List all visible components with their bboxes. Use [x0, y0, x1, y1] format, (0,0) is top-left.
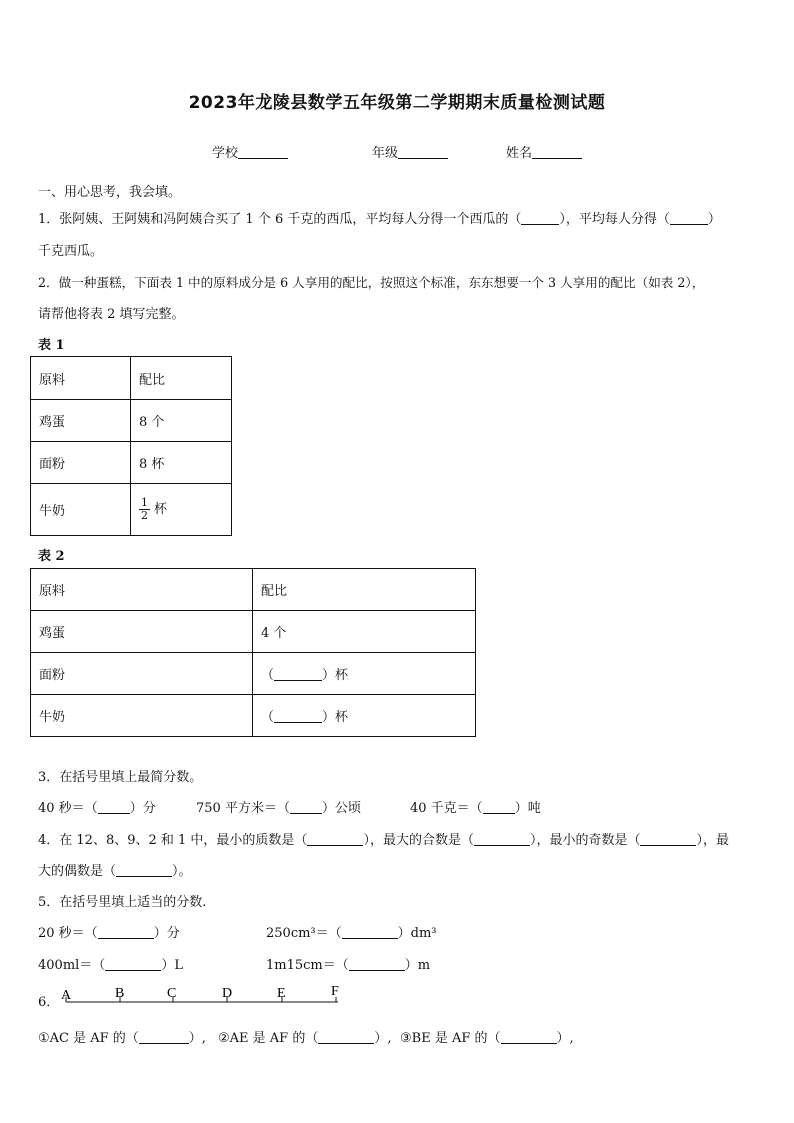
table-cell: 鸡蛋	[31, 611, 253, 653]
answer-blank[interactable]	[274, 668, 322, 681]
answer-blank[interactable]	[640, 833, 696, 846]
answer-blank[interactable]	[290, 801, 322, 814]
table-1-caption: 表 1	[38, 338, 65, 353]
answer-blank[interactable]	[342, 926, 398, 939]
question-6-label: 6．	[38, 995, 60, 1010]
answer-blank[interactable]	[474, 833, 530, 846]
answer-blank[interactable]	[116, 864, 172, 877]
q6-sub-text: AC 是 AF 的（	[49, 1031, 139, 1046]
question-3-prompt: 3．在括号里填上最简分数。	[38, 770, 203, 785]
circled-number-2: ②	[218, 1031, 230, 1046]
point-label-f: F	[331, 984, 339, 999]
q3-item-left: 40 千克＝（	[410, 801, 483, 816]
table-cell	[131, 484, 232, 536]
name-field[interactable]	[506, 142, 582, 161]
fraction-denominator: 2	[141, 509, 148, 522]
q6-sub-text: BE 是 AF 的（	[411, 1031, 501, 1046]
school-blank[interactable]	[238, 145, 288, 159]
paren-close-unit: ）杯	[322, 668, 349, 683]
answer-blank[interactable]	[105, 958, 161, 971]
table-1	[30, 356, 232, 536]
point-label-b: B	[115, 986, 125, 1001]
grade-field[interactable]	[372, 142, 448, 161]
table-row	[31, 611, 476, 653]
table-header-cell: 原料	[31, 357, 131, 400]
q5-item-2	[266, 922, 437, 941]
q5-item-3	[38, 954, 183, 973]
table-row	[31, 357, 232, 400]
q3-item-2	[196, 797, 361, 816]
table-row	[31, 695, 476, 737]
point-label-e: E	[277, 986, 286, 1001]
answer-blank[interactable]	[501, 1031, 557, 1044]
answer-blank[interactable]	[307, 833, 363, 846]
q6-sub-end: ）,	[188, 1031, 206, 1046]
q1-blank-2[interactable]	[670, 212, 708, 225]
table-cell: 牛奶	[31, 695, 253, 737]
answer-blank[interactable]	[139, 1031, 189, 1044]
question-1-line-1	[38, 208, 758, 227]
question-5-prompt: 5．在括号里填上适当的分数.	[38, 895, 207, 910]
circled-number-1: ①	[38, 1031, 50, 1046]
q3-item-left: 40 秒＝（	[38, 801, 98, 816]
answer-blank[interactable]	[483, 801, 515, 814]
q3-item-3	[410, 797, 541, 816]
q6-sub-3	[400, 1027, 574, 1046]
table-cell: 4 个	[253, 611, 476, 653]
q5-item-right: ）dm³	[397, 926, 437, 941]
fraction-numerator: 1	[141, 496, 148, 509]
table-cell: 8 个	[131, 400, 232, 442]
paren-close-unit: ）杯	[322, 710, 349, 725]
q4-text-f: ）。	[172, 864, 192, 879]
table-row	[31, 653, 476, 695]
table-cell: 鸡蛋	[31, 400, 131, 442]
table-header-cell: 配比	[131, 357, 232, 400]
table-cell: 面粉	[31, 653, 253, 695]
q5-item-right: ）L	[161, 958, 183, 973]
q6-sub-end: ）,	[556, 1031, 574, 1046]
point-label-a: A	[61, 988, 72, 1003]
answer-blank[interactable]	[274, 710, 322, 723]
section-heading: 一、用心思考，我会填。	[38, 185, 182, 200]
q6-sub-2	[218, 1027, 391, 1046]
q5-item-left: 1m15cm＝（	[266, 958, 349, 973]
q3-item-left: 750 平方米＝（	[196, 801, 290, 816]
table-row	[31, 569, 476, 611]
answer-blank[interactable]	[98, 801, 130, 814]
q5-item-4	[266, 954, 430, 973]
grade-label: 年级	[372, 146, 399, 161]
point-label-d: D	[222, 986, 233, 1001]
page-title: 2023年龙陵县数学五年级第二学期期末质量检测试题	[188, 93, 606, 113]
fraction	[139, 497, 150, 522]
name-blank[interactable]	[532, 145, 582, 159]
table-row	[31, 484, 232, 536]
school-field[interactable]	[212, 142, 288, 161]
q5-item-right: ）分	[153, 926, 180, 941]
q1-blank-1[interactable]	[521, 212, 559, 225]
q1-text-c: ）	[707, 212, 721, 227]
table-2	[30, 568, 476, 737]
q5-item-left: 20 秒＝（	[38, 926, 98, 941]
question-2-line-2: 请帮他将表 2 填写完整。	[38, 307, 185, 322]
point-label-c: C	[167, 986, 177, 1001]
q4-text-e: 大的偶数是（	[38, 864, 117, 879]
q3-item-1	[38, 797, 156, 816]
table-cell: 牛奶	[31, 484, 131, 536]
q6-sub-1	[38, 1027, 206, 1046]
q4-text-b: ），最大的合数是（	[363, 833, 474, 848]
fraction-unit: 杯	[154, 502, 168, 517]
table-cell: 8 杯	[131, 442, 232, 484]
question-4-line-1	[38, 829, 758, 848]
table-cell: 面粉	[31, 442, 131, 484]
paren-open: （	[261, 710, 275, 725]
table-header-cell: 配比	[253, 569, 476, 611]
q5-item-left: 250cm³＝（	[266, 926, 342, 941]
question-2-line-1: 2．做一种蛋糕，下面表 1 中的原料成分是 6 人享用的配比，按照这个标准，东东想要一个 3 人享用的配比（如表 2），	[38, 275, 705, 290]
q4-text-c: ），最小的奇数是（	[529, 833, 641, 848]
q4-text-d: ），最	[696, 833, 729, 848]
name-label: 姓名	[506, 146, 533, 161]
circled-number-3: ③	[400, 1031, 412, 1046]
q1-text-b: ），平均每人分得（	[559, 212, 670, 227]
answer-blank[interactable]	[98, 926, 154, 939]
q4-text-a: 4．在 12、8、9、2 和 1 中，最小的质数是（	[38, 833, 308, 848]
q5-item-1	[38, 922, 180, 941]
q6-sub-text: AE 是 AF 的（	[229, 1031, 319, 1046]
q5-item-left: 400ml＝（	[38, 958, 106, 973]
answer-blank[interactable]	[318, 1031, 374, 1044]
number-line-diagram	[56, 982, 356, 1010]
grade-blank[interactable]	[398, 145, 448, 159]
q6-sub-end: ）,	[374, 1031, 392, 1046]
table-row	[31, 442, 232, 484]
q3-item-right: ）公顷	[321, 801, 361, 816]
q3-item-right: ）分	[129, 801, 156, 816]
table-cell[interactable]	[253, 695, 476, 737]
school-label: 学校	[212, 146, 239, 161]
q5-item-right: ）m	[404, 958, 431, 973]
answer-blank[interactable]	[349, 958, 405, 971]
table-row	[31, 400, 232, 442]
question-1-line-2: 千克西瓜。	[38, 244, 104, 259]
paren-open: （	[261, 668, 275, 683]
table-2-caption: 表 2	[38, 549, 65, 564]
table-header-cell: 原料	[31, 569, 253, 611]
q3-item-right: ）吨	[514, 801, 541, 816]
table-cell[interactable]	[253, 653, 476, 695]
q1-text-a: 1．张阿姨、王阿姨和冯阿姨合买了 1 个 6 千克的西瓜，平均每人分得一个西瓜的（	[38, 212, 522, 227]
question-4-line-2	[38, 860, 192, 879]
